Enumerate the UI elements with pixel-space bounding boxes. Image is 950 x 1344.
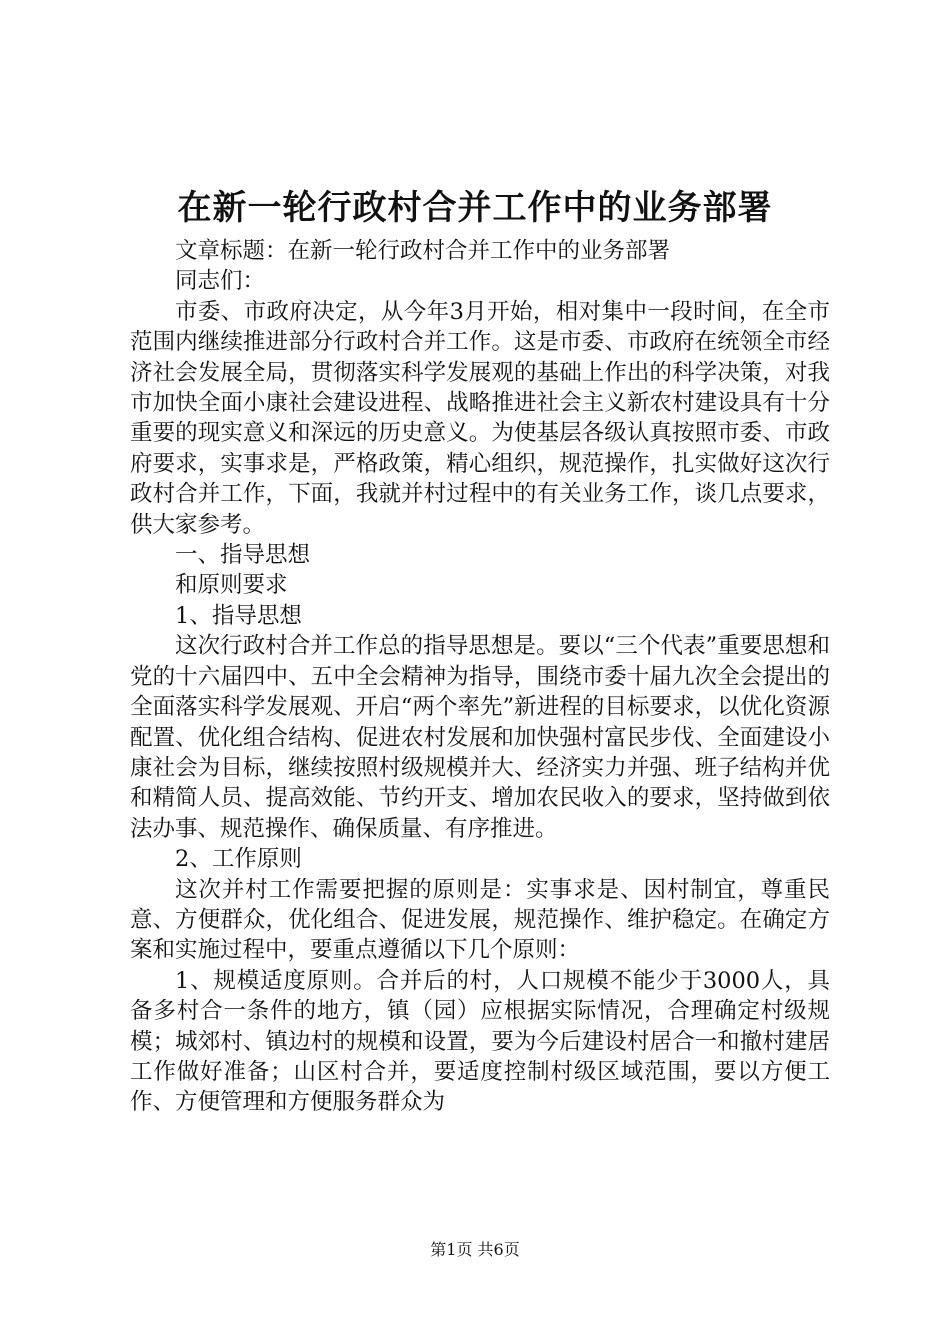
paragraph-guiding-thought: 这次行政村合并工作总的指导思想是。要以“三个代表”重要思想和党的十六届四中、五中全会精神为指导，围绕市委十届九次全会提出的全面落实科学发展观、开启“两个率先”新进程的目标要求，以优化资源配置、优化组合结构、促进农村发展和加快强村富民步伐、全面建设小康社会为目标，继续按照村级规模并大、经济实力并强、班子结构并优和精简人员、提高效能、节约开支、增加农民收入的要求，坚持做到依法办事、规范操作、确保质量、有序推进。: [130, 633, 830, 842]
subsection-heading-work-principles: 2、工作原则: [175, 846, 302, 873]
article-title-line: 文章标题：在新一轮行政村合并工作中的业务部署: [175, 238, 671, 264]
document-title: 在新一轮行政村合并工作中的业务部署: [177, 188, 773, 228]
subsection-heading-guiding-thought: 1、指导思想: [175, 602, 302, 629]
paragraph-intro: 市委、市政府决定，从今年3月开始，相对集中一段时间，在全市范围内继续推进部分行政村合并工作。这是市委、市政府在统领全市经济社会发展全局，贯彻落实科学发展观的基础上作出的科学决策，对我市加快全面小康社会建设进程、战略推进社会主义新农村建设具有十分重要的现实意义和深远的历史意义。为使基层各级认真按照市委、市政府要求，实事求是，严格政策，精心组织，规范操作，扎实做好这次行政村合并工作，下面，我就并村过程中的有关业务工作，谈几点要求，供大家参考。: [130, 298, 830, 538]
section-heading-1-continued: 和原则要求: [175, 572, 288, 599]
salutation: 同志们：: [175, 268, 266, 295]
paragraph-scale-principle: 1、规模适度原则。合并后的村，人口规模不能少于3000人，具备多村合一条件的地方，镇（园）应根据实际情况，合理确定村级规模；城郊村、镇边村的规模和设置，要为今后建设村居合一和撤村建居工作做好准备；山区村合并，要适度控制村级区域范围，要以方便工作、方便管理和方便服务群众为: [130, 967, 830, 1116]
section-heading-1: 一、指导思想: [175, 542, 311, 569]
paragraph-work-principles: 这次并村工作需要把握的原则是：实事求是、因村制宜，尊重民意、方便群众，优化组合、促进发展，规范操作、维护稳定。在确定方案和实施过程中，要重点遵循以下几个原则：: [130, 876, 830, 964]
page-footer: 第1页 共6页: [430, 1240, 520, 1259]
document-body: [130, 236, 830, 1118]
